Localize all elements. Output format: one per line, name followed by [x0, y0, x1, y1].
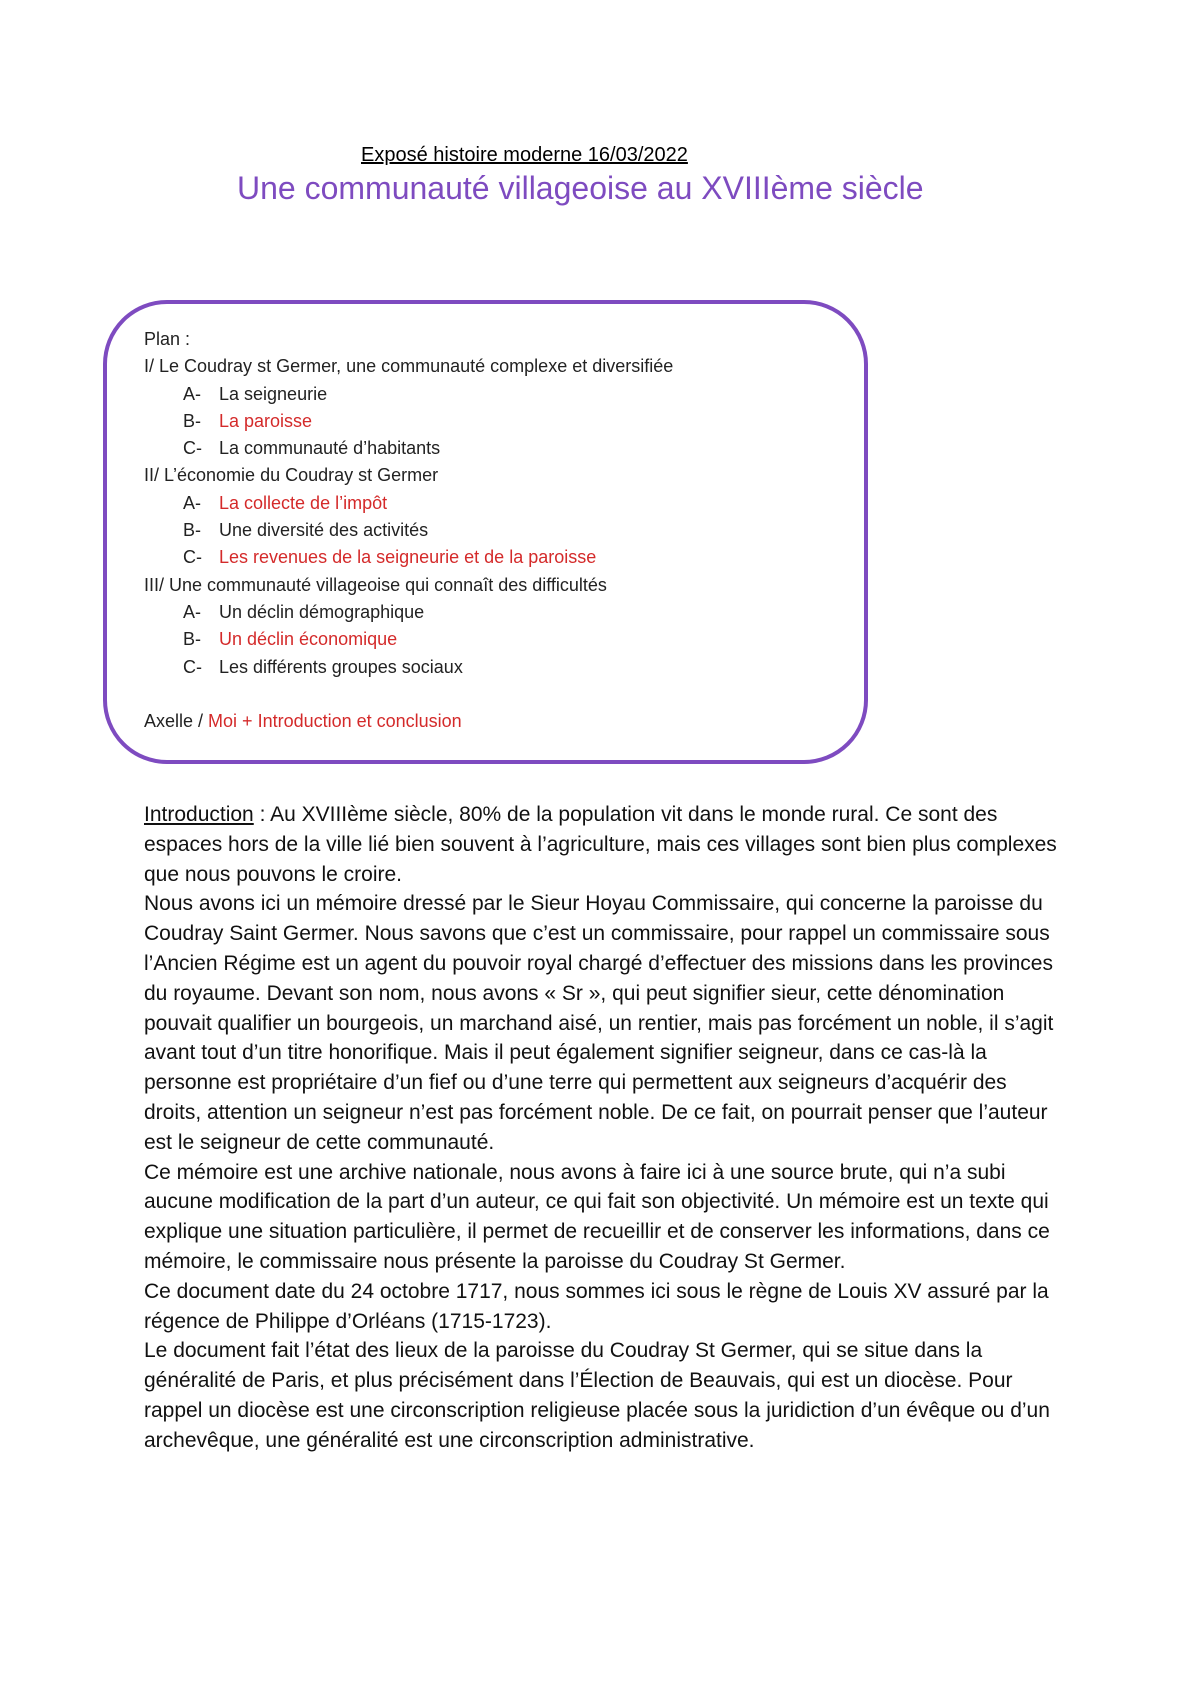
intro-label: Introduction	[144, 803, 254, 826]
plan-item-letter: A-	[183, 492, 201, 513]
body-paragraph: Ce document date du 24 octobre 1717, nous sommes ici sous le règne de Louis XV assuré par la régence de Philippe d’Orléans (1715-1723).	[144, 1279, 1049, 1333]
plan-section-heading: II/ L’économie du Coudray st Germer	[144, 465, 439, 486]
intro-text: : Au XVIIIème siècle, 80% de la population vit dans le monde rural. Ce sont des espaces hors de la ville lié bien souvent à l’agriculture, mais ces villages sont bien plus complexes que nous pouvons le croire.	[144, 803, 1057, 886]
document-header: Exposé histoire moderne 16/03/2022	[361, 144, 688, 166]
plan-item	[144, 517, 864, 544]
plan-item-letter: C-	[183, 438, 202, 459]
body-paragraph: Nous avons ici un mémoire dressé par le Sieur Hoyau Commissaire, qui concerne la paroisse du Coudray Saint Germer. Nous savons que c’est un commissaire, pour rappel un commissaire sous l’Ancien Régime est un agent du pouvoir royal chargé d’effectuer des missions dans les provinces du royaume. Devant son nom, nous avons « Sr », qui peut signifier sieur, cette dénomination pouvait qualifier un bourgeois, un marchand aisé, un rentier, mais pas forcément un noble, il s’agit avant tout d’un titre honorifique. Mais il peut également signifier seigneur, dans ce cas-là la personne est propriétaire d’un fief ou d’une terre qui permettent aux seigneurs d’acquérir des droits, attention un seigneur n’est pas forcément noble. De ce fait, on pourrait penser que l’auteur est le seigneur de cette communauté.	[144, 892, 1054, 1154]
plan-item	[144, 408, 864, 435]
body-paragraph: Le document fait l’état des lieux de la paroisse du Coudray St Germer, qui se situe dans la généralité de Paris, et plus précisément dans l’Élection de Beauvais, qui est un diocèse. Pour rappel un diocèse est une circonscription religieuse placée sous la juridiction d’un évêque ou d’un archevêque, une généralité est une circonscription administrative.	[144, 1339, 1050, 1452]
plan-item	[144, 626, 864, 653]
plan-item-text: Une diversité des activités	[219, 520, 429, 541]
plan-item-text: Un déclin démographique	[219, 601, 425, 622]
plan-item-letter: B-	[183, 520, 201, 541]
plan-item	[144, 435, 864, 462]
plan-author-role: Moi + Introduction et conclusion	[208, 711, 462, 732]
plan-item-text: Les différents groupes sociaux	[219, 656, 463, 677]
plan-item-letter: A-	[183, 383, 201, 404]
plan-item-letter: B-	[183, 629, 201, 650]
plan-section-heading: III/ Une communauté villageoise qui connaît des difficultés	[144, 574, 607, 595]
plan-item-text: La seigneurie	[219, 383, 328, 404]
plan-author-name: Axelle /	[144, 711, 204, 732]
intro-paragraph	[144, 800, 1069, 889]
body-paragraph: Ce mémoire est une archive nationale, nous avons à faire ici à une source brute, qui n’a subi aucune modification de la part d’un auteur, ce qui fait son objectivité. Un mémoire est un texte qui explique une situation particulière, il permet de recueillir et de conserver les informations, dans ce mémoire, le commissaire nous présente la paroisse du Coudray St Germer.	[144, 1160, 1050, 1273]
plan-label: Plan :	[144, 329, 191, 349]
plan-item-letter: A-	[183, 601, 201, 622]
plan-item	[144, 490, 864, 517]
plan-spacer	[144, 681, 864, 708]
plan-content	[144, 326, 864, 735]
plan-item	[144, 381, 864, 408]
plan-item	[144, 654, 864, 681]
body-text	[144, 800, 1069, 1456]
plan-author-line	[144, 708, 864, 735]
plan-item-text: Les revenues de la seigneurie et de la paroisse	[219, 547, 597, 568]
plan-item-text: La communauté d’habitants	[219, 438, 441, 459]
plan-item-text: La paroisse	[219, 410, 313, 431]
plan-item-letter: C-	[183, 656, 202, 677]
plan-section-heading: I/ Le Coudray st Germer, une communauté complexe et diversifiée	[144, 356, 674, 377]
plan-item-letter: B-	[183, 410, 201, 431]
plan-item	[144, 599, 864, 626]
document-title: Une communauté villageoise au XVIIIème siècle	[237, 170, 924, 206]
plan-item-letter: C-	[183, 547, 202, 568]
plan-item	[144, 544, 864, 571]
plan-item-text: Un déclin économique	[219, 629, 398, 650]
plan-item-text: La collecte de l’impôt	[219, 492, 388, 513]
